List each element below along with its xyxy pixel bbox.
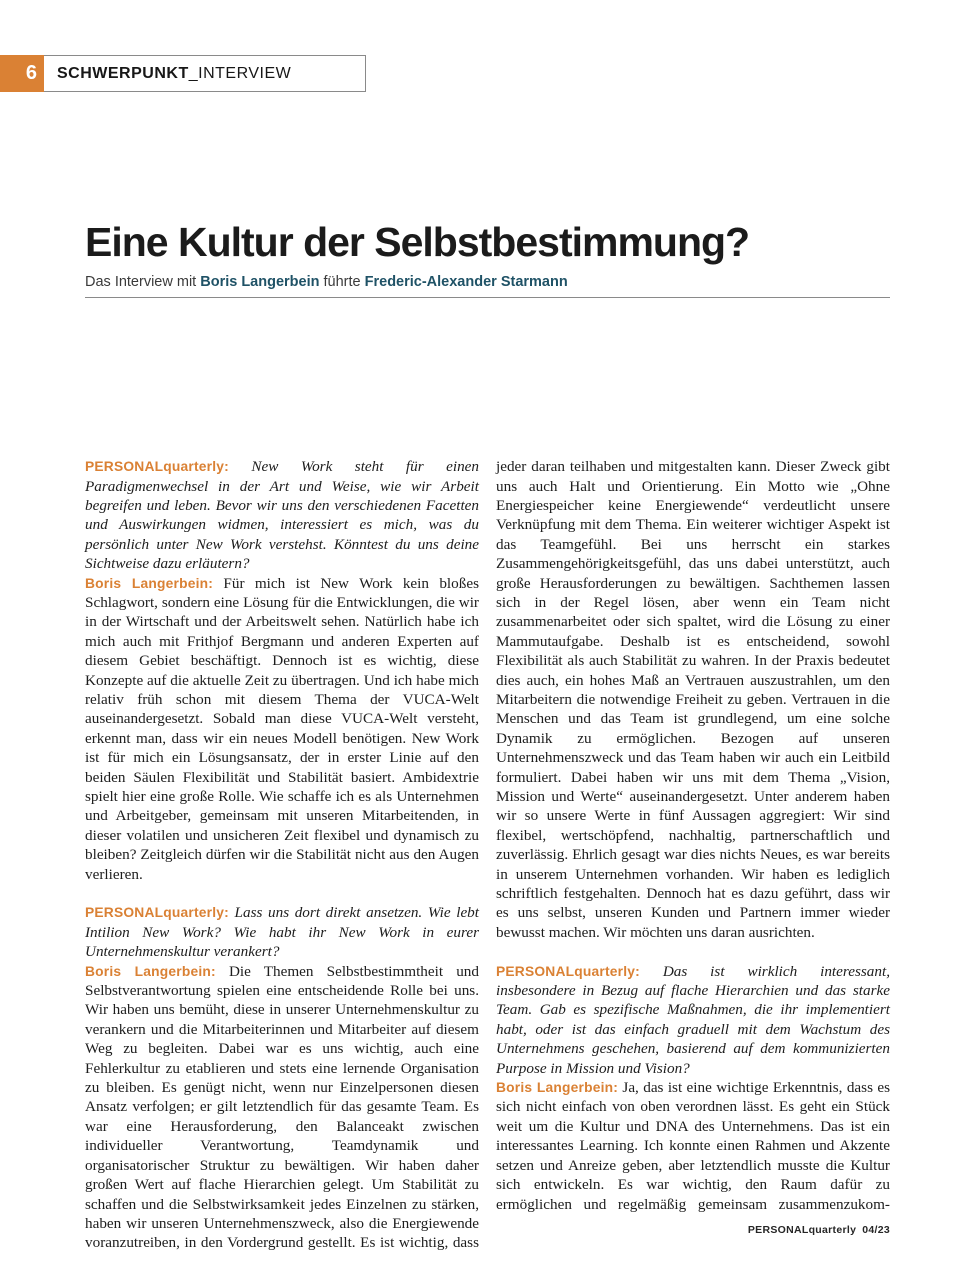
journal-name: PERSONALquarterly — [747, 1224, 857, 1236]
page-number-box — [0, 55, 44, 92]
interviewee-name: Boris Langerbein — [200, 274, 320, 291]
section-label-bold: SCHWERPUNKT — [57, 64, 189, 82]
article-title: Eine Kultur der Selbstbestimmung? — [85, 219, 750, 265]
article-column-2 — [496, 457, 890, 1253]
interview-question: PERSONALquarterly: Das ist wirklich interessant, insbesondere in Bezug auf flache Hierarchien und das starke Team. Gab es spezifische Maßnahmen, die ihr implementiert habt, oder ist das einfach graduell mit dem Wachstum des Unternehmens geschehen, basierend auf dem kommunizierten Purpose in Mission und Vision? — [496, 962, 891, 1077]
section-label-regular: _INTERVIEW — [188, 64, 292, 82]
article-columns — [85, 457, 890, 1253]
article-column-1 — [85, 457, 479, 1253]
article-content — [85, 0, 890, 1253]
interview-answer: jeder daran teilhaben und mitgestalten kann. Dieser Zweck gibt uns auch Halt und Orientierung. Ein Motto wie „Ohne Energiespeicher keine Energiewende“ verdeutlicht unsere Verknüpfung mit dem Thema. Ein weiterer wichtiger Aspekt ist das Teamgefühl. Bei uns herrscht ein starkes Zusammengehörigkeitsgefühl, das uns dabei unterstützt, auch große Herausforderungen zu bewältigen. Sachthemen lassen sich in der Regel lösen, aber wenn ein Team nicht zusammenarbeitet oder sich spaltet, wird die Lösung zu einer Mammutaufgabe. Deshalb ist es entscheidend, sowohl Flexibilität als auch Stabilität zu wahren. In der Praxis bedeutet dies auch, ein hohes Maß an Vertrauen auszustrahlen, um den Mitarbeitern die notwendige Freiheit zu geben. Vertrauen in die Menschen und das Team ist grundlegend, um eine solche Dynamik zu ermöglichen. Bezogen auf unseren Unternehmenszweck und das Team haben wir auch ein Leitbild formuliert. Dabei haben wir uns mit dem Thema „Vision, Mission und Werte“ auseinandergesetzt. Unter anderem haben wir so unsere Werte in fünf Aussagen aggregiert: Wir sind flexibel, wertschöpfend, nachhaltig, partnerschaftlich und zuverlässig. Ehrlich gesagt war dies nichts Neues, es war bereits in unserem Unternehmen vorhanden. Wir haben es lediglich schriftlich festgehalten. Dennoch hat es dazu geführt, dass wir es uns selbst, unseren Kunden und Partnern immer wieder bewusst machen. Wir möchten uns daran ausrichten. — [496, 458, 890, 941]
speaker-label: Boris Langerbein: — [85, 963, 216, 979]
interview-answer: Boris Langerbein: Ja, das ist eine wichtige Erkenntnis, dass es sich nicht einfach von oben verordnen lässt. Es geht ein Stück weit um die Kultur und DNA des Unternehmens. Das ist ein interessantes Learning. Ich konnte einen Rahmen und Akzente setzen und Anreize geben, aber letztendlich musste die Kultur sich entwickeln. Es war wichtig, den Raum dafür zu ermöglichen und regelmäßig gemeinsam zusammenzukom- — [496, 1079, 890, 1213]
interview-answer: Boris Langerbein: Für mich ist New Work kein bloßes Schlagwort, sondern eine Lösung für die Entwicklungen, die wir in der Wirtschaft und der Arbeitswelt sehen. Natürlich habe ich mich auch mit Frithjof Bergmann und anderen Experten auf diesem Gebiet beschäftigt. Dennoch ist es wichtig, diese Konzepte auf die aktuelle Zeit zu übertragen. Und ich habe mich relativ früh schon mit diesem Thema der VUCA-Welt auseinandergesetzt. Sobald man diese VUCA-Welt versteht, erkennt man, dass wir ein neues Modell benötigen. New Work ist für mich ein Lösungsansatz, der in erster Linie auf den beiden Säulen Flexibilität und Stabilität basiert. Ambidextrie spielt hier eine große Rolle. Wie schaffe ich es als Unternehmen und Arbeitgeber, gemeinsam mit unseren Mitarbeitenden, in dieser volatilen und unsicheren Zeit flexibel und dynamisch zu bleiben? Zeitgleich dürfen wir die Stabilität nicht aus den Augen verlieren. — [85, 574, 479, 883]
article-subtitle — [85, 274, 890, 290]
page-number: 6 — [25, 62, 37, 84]
interview-question: PERSONALquarterly: Lass uns dort direkt ansetzen. Wie lebt Intilion New Work? Wie habt ihr New Work in eurer Unternehmenskultur verankert? — [85, 904, 479, 961]
interviewer-name: Frederic-Alexander Starmann — [364, 274, 568, 291]
page-footer — [748, 1224, 890, 1236]
subtitle-middle: führte — [319, 274, 365, 291]
header-rule — [85, 297, 890, 298]
speaker-label: Boris Langerbein: — [496, 1080, 619, 1096]
speaker-label: PERSONALquarterly: — [85, 905, 229, 921]
speaker-label: PERSONALquarterly: — [496, 963, 640, 979]
speaker-label: Boris Langerbein: — [85, 575, 214, 591]
interview-answer: Boris Langerbein: Die Themen Selbstbestimmtheit und Selbstverantwortung spielen eine entscheidende Rolle bei uns. Wir haben uns bemüht, diese in unserer Unternehmenskultur zu verankern und die Mitarbeiterinnen und Mitarbeiter auf diesem Weg zu begleiten. Dabei war es uns wichtig, auch eine Fehlerkultur zu etablieren und stets eine lernende Organisation zu bleiben. Es genügt nicht, wenn nur Einzelpersonen diesen Ansatz verfolgen; er gilt letztendlich für das gesamte Team. Es war eine Herausforderung, den Balanceakt zwischen individueller Verantwortung, Teamdynamik und organisatorischer Struktur zu bewältigen. Wir haben daher großen Wert auf flache Hierarchien gelegt. Um Stabilität zu schaffen und die Selbstwirksamkeit jedes Einzelnen zu stärken, haben wir unseren Unternehmenszweck, also die Energiewende voranzutreiben, in den Vordergrund gestellt. Es ist wichtig, dass — [85, 962, 479, 1252]
issue-number: 04/23 — [862, 1224, 890, 1236]
speaker-label: PERSONALquarterly: — [85, 459, 229, 475]
subtitle-prefix: Das Interview mit — [85, 274, 201, 291]
interview-question: PERSONALquarterly: New Work steht für einen Paradigmenwechsel in der Art und Weise, wie wir Arbeit begreifen und leben. Bevor wir uns den verschiedenen Facetten und Auswirkungen widmen, interessiert es mich, was du persönlich unter New Work verstehst. Könntest du uns deine Sichtweise dazu erläutern? — [85, 458, 479, 573]
